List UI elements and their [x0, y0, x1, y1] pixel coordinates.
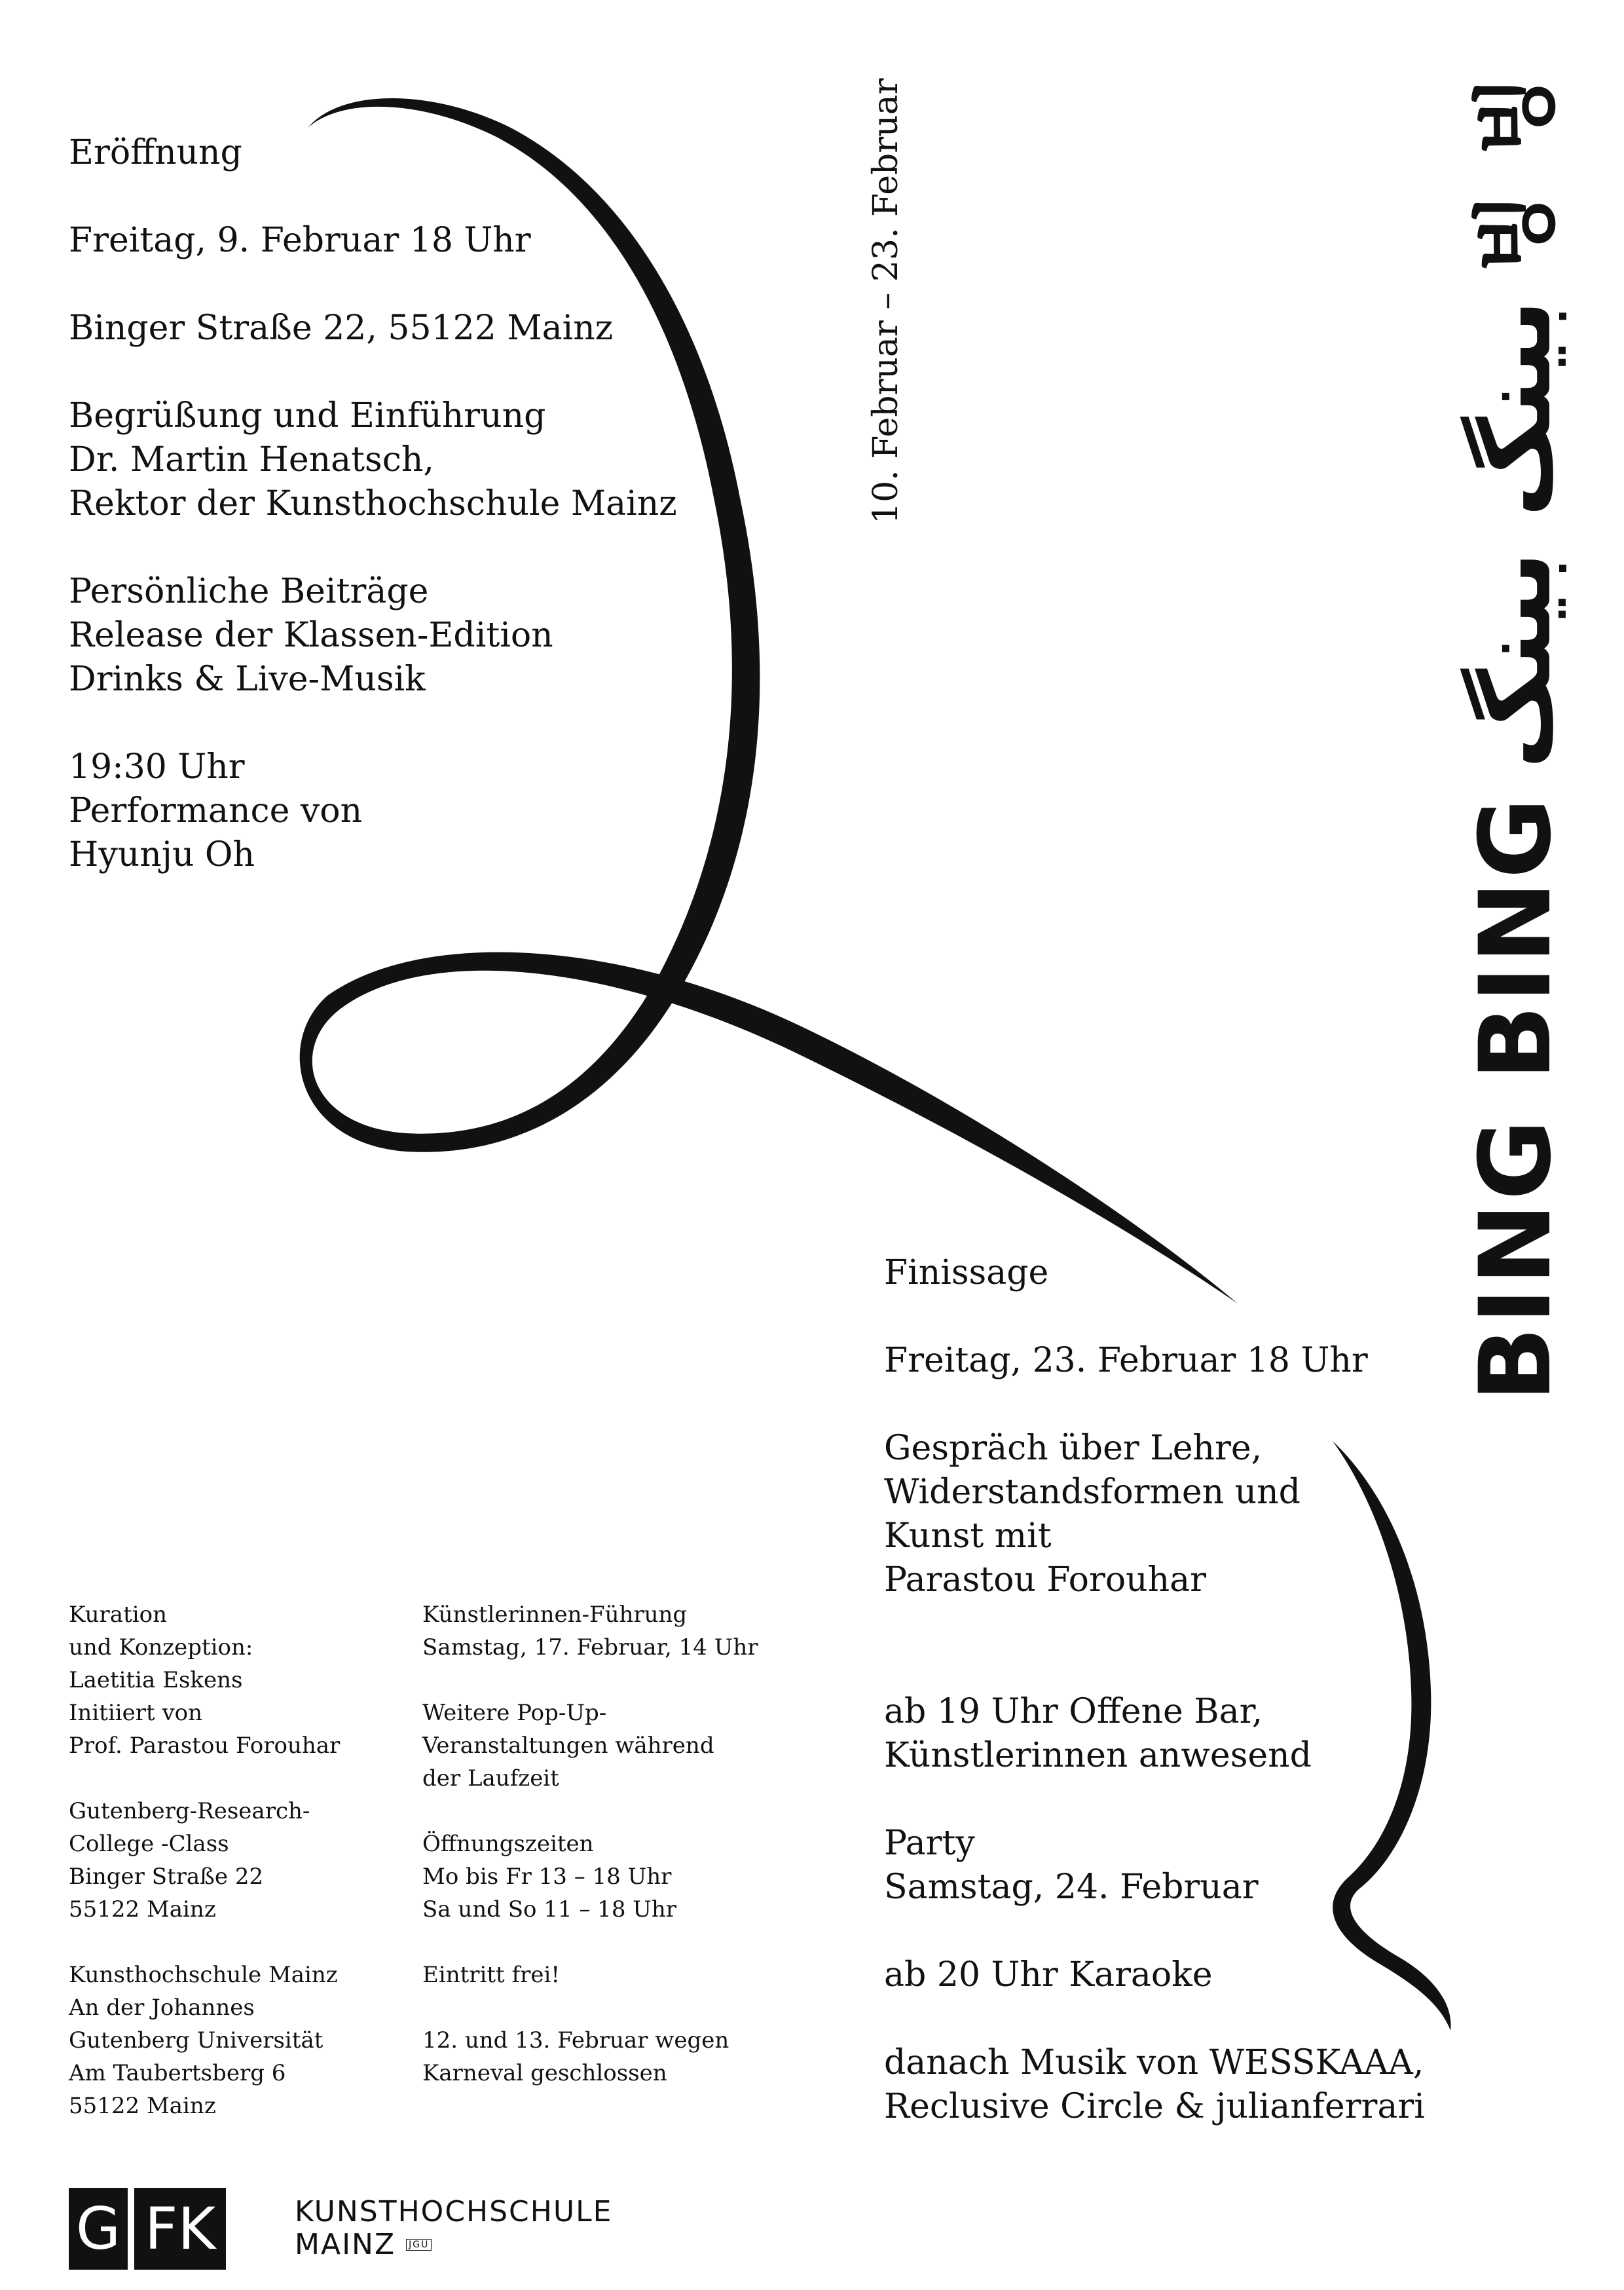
finissage-party-line: Party: [884, 1824, 975, 1863]
popup-line: der Laufzeit: [422, 1765, 559, 1792]
venue-line: Binger Straße 22: [69, 1864, 264, 1890]
tour-line: Künstlerinnen-Führung: [422, 1602, 688, 1628]
finissage-block: [884, 1251, 1425, 2129]
finissage-talk-line: Kunst mit: [884, 1516, 1052, 1556]
kunsthochschule-logo: [295, 2196, 612, 2261]
info-left-column: [69, 1598, 340, 2122]
closed-line: 12. und 13. Februar wegen: [422, 2027, 729, 2054]
opening-address: Binger Straße 22, 55122 Mainz: [69, 309, 614, 348]
curation-line: Initiiert von: [69, 1700, 203, 1726]
exhibition-dates-vertical: 10. Februar – 23. Februar: [866, 78, 906, 524]
title-persian: بینگ بینگ: [1459, 299, 1573, 770]
opening-heading: Eröffnung: [69, 133, 242, 172]
finissage-karaoke: ab 20 Uhr Karaoke: [884, 1955, 1213, 1995]
school-line: Am Taubertsberg 6: [69, 2060, 286, 2086]
khs-logo-badge: JGU: [406, 2239, 432, 2251]
opening-performance-line: Hyunju Oh: [69, 835, 255, 874]
venue-line: 55122 Mainz: [69, 1896, 216, 1923]
curation-line: Laetitia Eskens: [69, 1667, 243, 1693]
finissage-date: Freitag, 23. Februar 18 Uhr: [884, 1341, 1368, 1380]
tour-line: Samstag, 17. Februar, 14 Uhr: [422, 1634, 758, 1661]
opening-date: Freitag, 9. Februar 18 Uhr: [69, 221, 531, 260]
school-line: An der Johannes: [69, 1995, 255, 2021]
finissage-talk-line: Gespräch über Lehre,: [884, 1429, 1263, 1468]
school-line: Kunsthochschule Mainz: [69, 1962, 338, 1988]
gfk-logo-letter: G: [69, 2188, 128, 2270]
khs-logo-mainz: MAINZ: [295, 2228, 396, 2261]
finissage-heading: Finissage: [884, 1253, 1049, 1292]
venue-line: College -Class: [69, 1831, 229, 1857]
admission-text: Eintritt frei!: [422, 1962, 561, 1988]
hours-line: Öffnungszeiten: [422, 1831, 594, 1857]
opening-block: [69, 131, 677, 877]
hours-line: Mo bis Fr 13 – 18 Uhr: [422, 1864, 672, 1890]
finissage-talk-line: Widerstandsformen und: [884, 1473, 1301, 1512]
khs-logo-line1: KUNSTHOCHSCHULE: [295, 2195, 613, 2228]
curation-line: und Konzeption:: [69, 1634, 253, 1661]
finissage-music-line: danach Musik von WESSKAAA,: [884, 2043, 1424, 2082]
opening-welcome-line: Rektor der Kunsthochschule Mainz: [69, 484, 677, 523]
opening-contribution-line: Drinks & Live-Musik: [69, 660, 426, 699]
venue-line: Gutenberg-Research-: [69, 1798, 310, 1824]
school-line: Gutenberg Universität: [69, 2027, 323, 2054]
finissage-party-line: Samstag, 24. Februar: [884, 1868, 1259, 1907]
opening-welcome-line: Begrüßung und Einführung: [69, 396, 546, 436]
gfk-logo: [69, 2188, 232, 2270]
opening-performance-line: 19:30 Uhr: [69, 747, 245, 787]
closed-line: Karneval geschlossen: [422, 2060, 667, 2086]
popup-line: Veranstaltungen während: [422, 1733, 714, 1759]
hours-line: Sa und So 11 – 18 Uhr: [422, 1896, 677, 1923]
opening-contribution-line: Release der Klassen-Edition: [69, 616, 553, 655]
school-line: 55122 Mainz: [69, 2093, 216, 2119]
finissage-music-line: Reclusive Circle & julianferrari: [884, 2087, 1425, 2126]
khs-logo-line2: [295, 2228, 612, 2261]
opening-performance-line: Performance von: [69, 791, 363, 831]
info-right-column: [422, 1598, 758, 2090]
curation-line: Prof. Parastou Forouhar: [69, 1733, 341, 1759]
exhibition-title-vertical: [1459, 71, 1573, 1402]
finissage-bar-line: Künstlerinnen anwesend: [884, 1736, 1312, 1775]
opening-contribution-line: Persönliche Beiträge: [69, 572, 429, 611]
popup-line: Weitere Pop-Up-: [422, 1700, 607, 1726]
title-latin: BING BING: [1459, 795, 1573, 1402]
finissage-talk-line: Parastou Forouhar: [884, 1560, 1206, 1600]
gfk-logo-letter: FK: [134, 2188, 226, 2270]
opening-welcome-line: Dr. Martin Henatsch,: [69, 440, 434, 479]
title-korean: 빙 빙: [1466, 71, 1566, 274]
finissage-bar-line: ab 19 Uhr Offene Bar,: [884, 1692, 1263, 1731]
curation-line: Kuration: [69, 1602, 167, 1628]
